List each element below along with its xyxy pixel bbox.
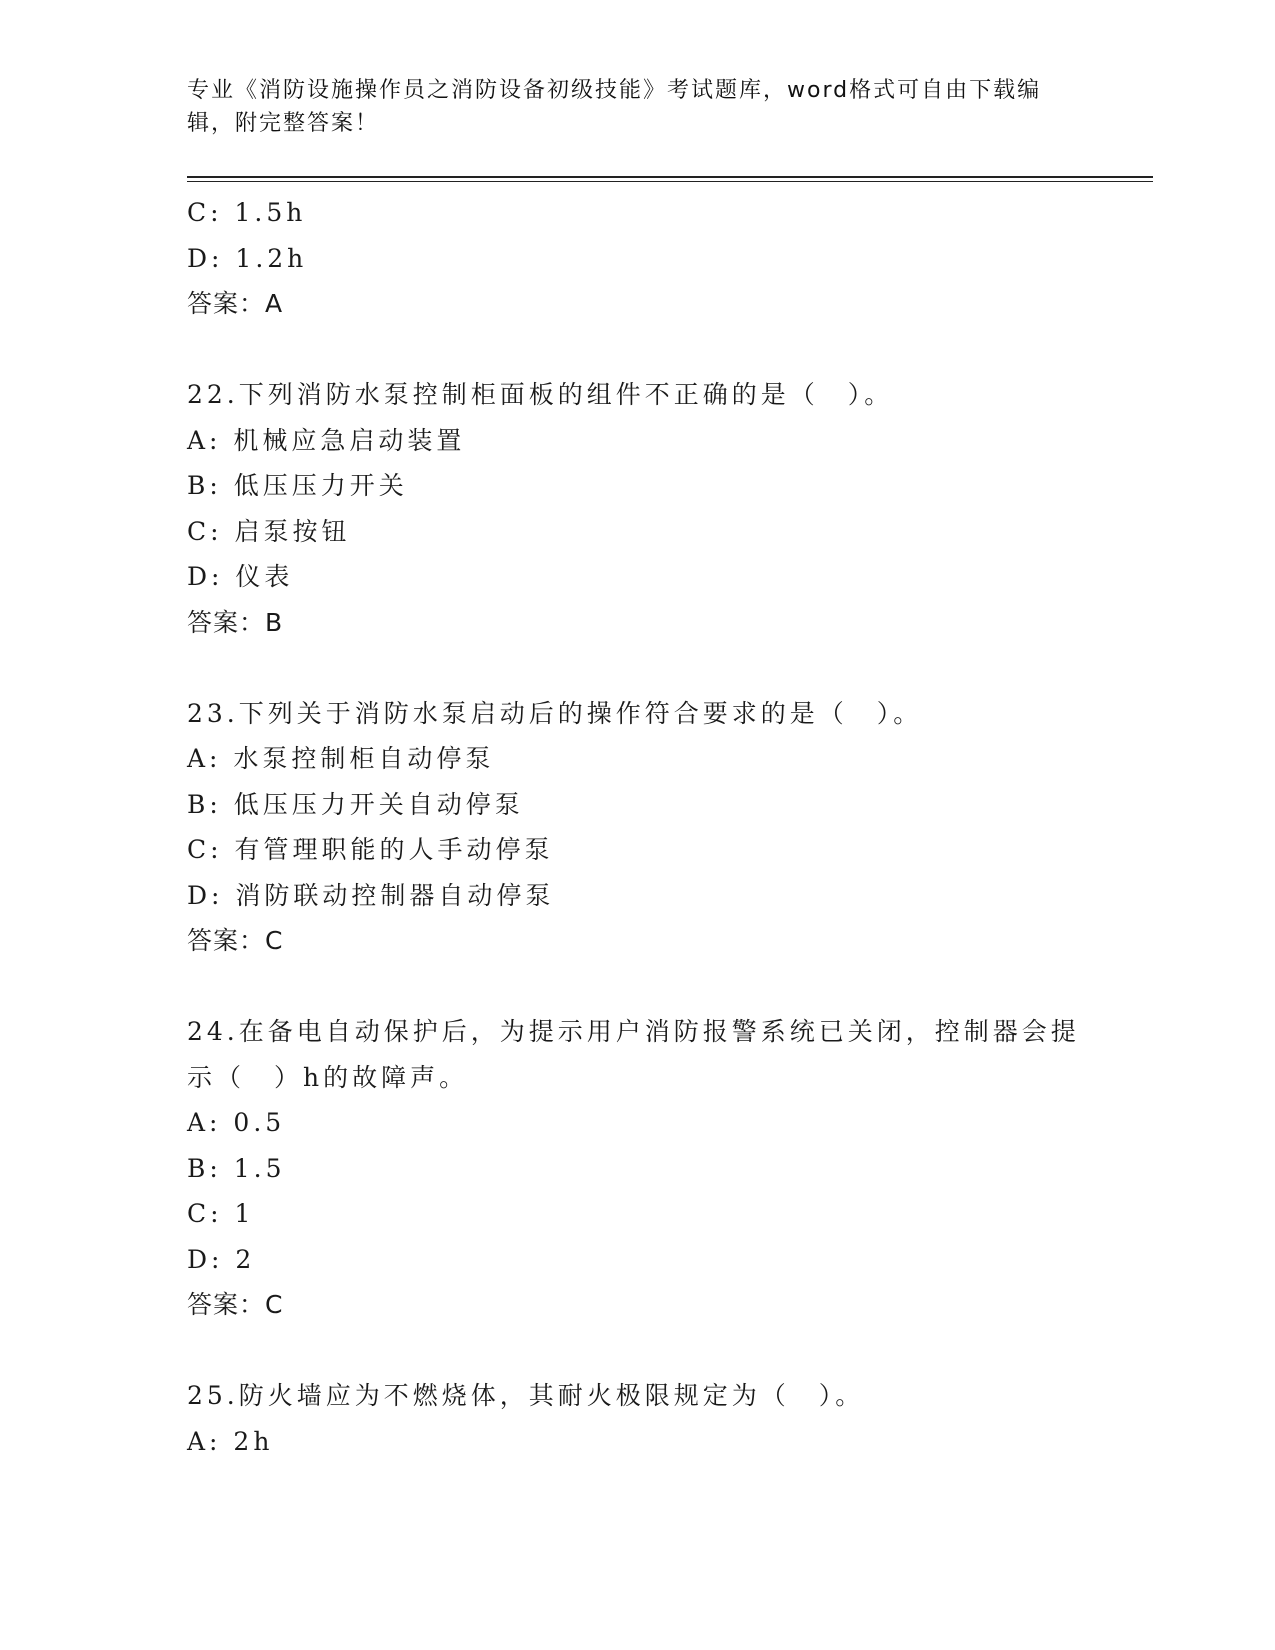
answer-label: 答案：C [187, 1290, 284, 1319]
question-25 [187, 1373, 1153, 1464]
question-list [187, 190, 1153, 1464]
answer-label: 答案：A [187, 289, 284, 318]
option-a: A: 0.5 [187, 1108, 286, 1137]
question-21-tail [187, 190, 1153, 327]
spacer [187, 645, 1153, 691]
header-divider-thick [187, 176, 1153, 178]
spacer [187, 327, 1153, 373]
option-c: C: 有管理职能的人手动停泵 [187, 835, 554, 864]
option-a: A: 机械应急启动装置 [187, 425, 466, 455]
option-b: B: 低压压力开关 [187, 471, 408, 500]
question-22 [187, 372, 1153, 645]
document-header [187, 74, 1087, 140]
option-d: D: 2 [187, 1244, 256, 1274]
question-stem: 22.下列消防水泵控制柜面板的组件不正确的是（ ）。 [187, 380, 894, 409]
option-a: A: 2h [187, 1426, 274, 1456]
option-c: C: 1 [187, 1199, 255, 1228]
option-b: B: 低压压力开关自动停泵 [187, 789, 524, 819]
question-stem: 23.下列关于消防水泵启动后的操作符合要求的是（ ）。 [187, 698, 923, 728]
header-divider-thin [187, 181, 1153, 182]
question-stem-line-2: 示（ ）h的故障声。 [187, 1062, 469, 1092]
option-d: D: 1.2h [187, 243, 308, 273]
option-a: A: 水泵控制柜自动停泵 [187, 744, 495, 773]
answer-label: 答案：B [187, 607, 284, 637]
spacer [187, 964, 1153, 1010]
question-stem: 25.防火墙应为不燃烧体，其耐火极限规定为（ ）。 [187, 1381, 865, 1410]
question-23 [187, 691, 1153, 964]
question-24 [187, 1009, 1153, 1328]
option-c: C: 启泵按钮 [187, 516, 351, 546]
option-c: C: 1.5h [187, 198, 307, 227]
answer-label: 答案：C [187, 926, 284, 955]
option-d: D: 仪表 [187, 562, 294, 591]
question-stem-line-1: 24.在备电自动保护后，为提示用户消防报警系统已关闭，控制器会提 [187, 1017, 1080, 1046]
header-line-2: 辑，附完整答案！ [187, 111, 380, 136]
option-d: D: 消防联动控制器自动停泵 [187, 880, 555, 910]
header-line-1: 专业《消防设施操作员之消防设备初级技能》考试题库，word格式可自由下载编 [187, 78, 1042, 103]
spacer [187, 1328, 1153, 1374]
option-b: B: 1.5 [187, 1153, 286, 1183]
